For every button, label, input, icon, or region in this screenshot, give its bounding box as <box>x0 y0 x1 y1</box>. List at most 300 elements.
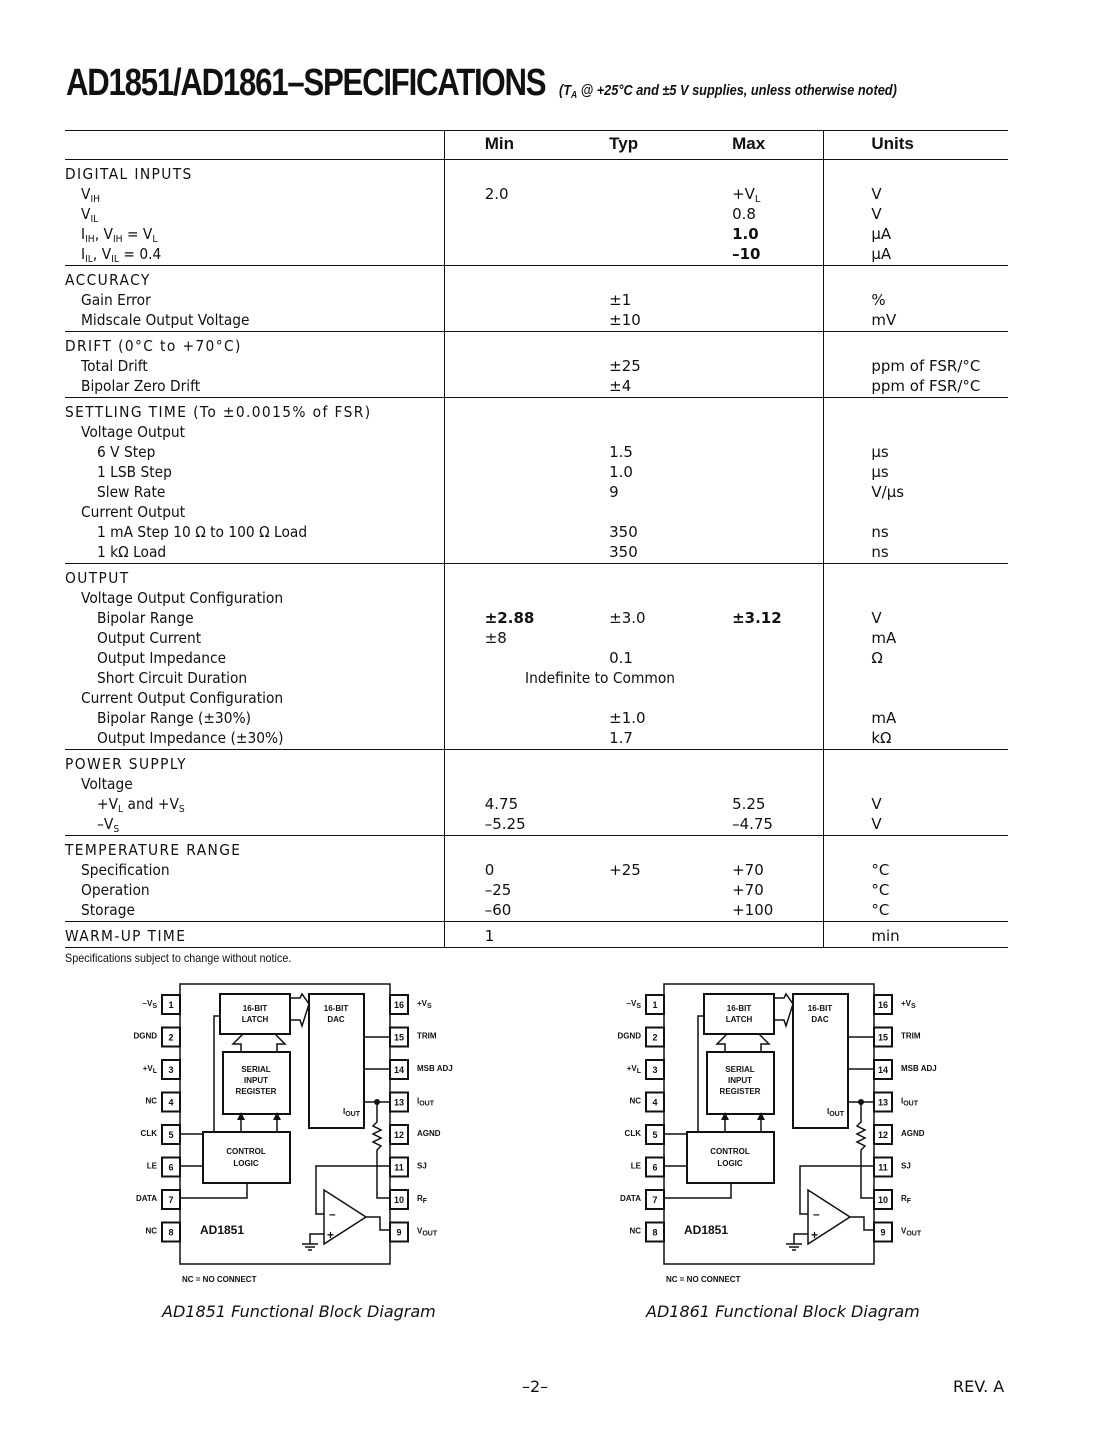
conditions-prefix: (T <box>559 82 572 99</box>
pin-left-8 <box>629 1223 664 1242</box>
pin-left-8 <box>145 1223 180 1242</box>
units-value: µs <box>871 443 889 461</box>
svg-text:6: 6 <box>168 1162 174 1173</box>
max-value: 5.25 <box>732 794 824 814</box>
svg-text:–: – <box>813 1207 820 1221</box>
svg-text:4: 4 <box>652 1097 658 1108</box>
svg-text:DATA: DATA <box>619 1194 641 1203</box>
svg-text:15: 15 <box>393 1032 405 1043</box>
category-label <box>65 266 444 291</box>
min-value <box>444 708 609 728</box>
svg-text:+VS: +VS <box>417 999 432 1010</box>
col-header-min: Min <box>444 131 609 160</box>
svg-text:LATCH: LATCH <box>725 1015 753 1024</box>
max-value <box>732 750 824 775</box>
typ-value <box>609 266 732 291</box>
units-value: V <box>871 609 882 627</box>
table-row <box>65 774 1008 794</box>
min-value: 4.75 <box>484 795 519 813</box>
parameter-label <box>65 356 444 376</box>
pin-right-13 <box>390 1093 435 1112</box>
table-row <box>65 628 1008 648</box>
svg-text:7: 7 <box>652 1195 658 1205</box>
units-value: µs <box>871 463 889 481</box>
category-row <box>65 750 1008 775</box>
typ-value: ±1.0 <box>609 709 646 727</box>
block-diagram-ad1851 <box>128 982 468 1292</box>
typ-value: 1.0 <box>609 463 633 481</box>
typ-value: ±10 <box>609 310 732 332</box>
svg-text:LE: LE <box>146 1161 157 1171</box>
svg-text:CONTROL: CONTROL <box>226 1147 266 1156</box>
min-value <box>444 422 609 442</box>
table-row <box>65 588 1008 608</box>
typ-value <box>609 184 732 204</box>
units-value: Ω <box>871 649 883 667</box>
pin-left-3 <box>143 1060 180 1079</box>
pin-right-14 <box>390 1060 453 1079</box>
parameter-text: $+V_L$ and $+V_S$ <box>97 795 185 815</box>
svg-text:IOUT: IOUT <box>826 1107 844 1118</box>
parameter-text: Operation <box>81 881 150 899</box>
units-value <box>824 774 1008 794</box>
typ-value: 1.5 <box>609 443 633 461</box>
svg-text:VOUT: VOUT <box>417 1226 438 1238</box>
parameter-text: Output Current <box>97 629 202 647</box>
svg-text:LATCH: LATCH <box>241 1015 269 1024</box>
min-value <box>444 376 609 398</box>
conditions-suffix: @ +25°C and ±5 V supplies, unless otherwise noted) <box>577 82 897 99</box>
pin-left-6 <box>631 1158 664 1177</box>
parameter-text: Current Output Configuration <box>81 689 284 707</box>
pin-left-7 <box>136 1190 180 1209</box>
units-value <box>824 688 1008 708</box>
table-row <box>65 184 1008 204</box>
min-value: –5.25 <box>444 814 609 836</box>
diagram-caption-ad1851: AD1851 Functional Block Diagram <box>162 1302 436 1321</box>
svg-text:LOGIC: LOGIC <box>717 1159 743 1168</box>
units-value <box>824 564 1008 589</box>
svg-text:10: 10 <box>877 1195 889 1205</box>
pin-right-13 <box>874 1093 919 1112</box>
table-row <box>65 442 1008 462</box>
min-value <box>444 728 609 750</box>
parameter-label <box>65 482 444 502</box>
category-text: DRIFT (0°C to +70°C) <box>65 337 242 355</box>
svg-text:SERIAL: SERIAL <box>241 1065 271 1074</box>
max-value <box>732 266 824 291</box>
units-value: °C <box>871 881 890 899</box>
typ-value <box>609 836 732 861</box>
pin-left-5 <box>625 1125 664 1144</box>
category-label <box>65 750 444 775</box>
svg-text:+VS: +VS <box>901 999 916 1010</box>
pin-right-16 <box>390 995 432 1014</box>
units-value: V/µs <box>871 483 905 501</box>
typ-value <box>609 588 732 608</box>
parameter-label <box>65 184 444 204</box>
spec-group <box>65 922 1008 948</box>
typ-value: +25 <box>609 861 641 879</box>
parameter-text: Midscale Output Voltage <box>81 311 250 329</box>
table-row <box>65 310 1008 332</box>
min-value <box>444 462 609 482</box>
svg-text:6: 6 <box>652 1162 658 1173</box>
svg-text:VOUT: VOUT <box>901 1226 922 1238</box>
typ-value <box>609 332 732 357</box>
table-row <box>65 482 1008 502</box>
svg-text:RF: RF <box>901 1194 912 1205</box>
units-value: µA <box>824 244 1008 266</box>
svg-text:5: 5 <box>168 1130 174 1140</box>
conditions-sub: A <box>571 90 578 101</box>
typ-value <box>609 900 732 922</box>
pin-right-11 <box>874 1158 911 1177</box>
svg-text:+: + <box>327 1228 335 1242</box>
pin-left-3 <box>627 1060 664 1079</box>
parameter-text: Total Drift <box>81 357 148 375</box>
svg-text:NC: NC <box>629 1096 641 1106</box>
parameter-text: 1 kΩ Load <box>97 543 167 561</box>
spec-group <box>65 398 1008 564</box>
svg-text:1: 1 <box>168 1000 174 1010</box>
max-value <box>732 442 824 462</box>
parameter-text: Voltage <box>81 775 133 793</box>
svg-text:TRIM: TRIM <box>901 1031 921 1041</box>
nc-note: NC = NO CONNECT <box>182 1275 257 1284</box>
parameter-text: Bipolar Range <box>97 609 194 627</box>
svg-text:RF: RF <box>417 1194 428 1205</box>
parameter-label <box>65 880 444 900</box>
latch-block <box>220 994 290 1034</box>
parameter-text: Bipolar Zero Drift <box>81 377 201 395</box>
typ-value <box>609 922 732 948</box>
parameter-label <box>65 290 444 310</box>
table-row <box>65 708 1008 728</box>
parameter-label <box>65 628 444 648</box>
category-text: ACCURACY <box>65 271 151 289</box>
svg-text:1: 1 <box>652 1000 658 1010</box>
table-row <box>65 900 1008 922</box>
table-row <box>65 356 1008 376</box>
parameter-text: Current Output <box>81 503 186 521</box>
parameter-text: Voltage Output <box>81 423 186 441</box>
svg-text:REGISTER: REGISTER <box>719 1087 761 1096</box>
max-value <box>732 728 824 750</box>
spec-group <box>65 332 1008 398</box>
pin-right-12 <box>390 1125 441 1144</box>
svg-text:SERIAL: SERIAL <box>725 1065 755 1074</box>
svg-text:DAC: DAC <box>811 1015 829 1024</box>
max-value <box>732 502 824 522</box>
min-value <box>444 290 609 310</box>
svg-text:DGND: DGND <box>617 1031 641 1041</box>
max-value <box>732 482 824 502</box>
svg-text:12: 12 <box>877 1130 889 1140</box>
units-value: mV <box>824 310 1008 332</box>
min-value <box>444 244 609 266</box>
typ-value: 350 <box>609 542 732 564</box>
svg-text:+VL: +VL <box>626 1064 641 1075</box>
svg-text:9: 9 <box>880 1227 886 1238</box>
min-value <box>444 310 609 332</box>
max-value <box>732 648 824 668</box>
parameter-text: Slew Rate <box>97 483 166 501</box>
units-value <box>824 332 1008 357</box>
parameter-label <box>65 442 444 462</box>
max-value <box>732 836 824 861</box>
units-value <box>824 668 1008 688</box>
units-value: kΩ <box>824 728 1008 750</box>
parameter-text: Bipolar Range (±30%) <box>97 709 251 727</box>
typ-value: ±3.0 <box>609 609 646 627</box>
svg-text:16-BIT: 16-BIT <box>323 1004 349 1013</box>
svg-text:16-BIT: 16-BIT <box>726 1004 752 1013</box>
spec-group <box>65 750 1008 836</box>
units-value: °C <box>871 861 890 879</box>
parameter-label <box>65 204 444 224</box>
units-value: % <box>871 291 886 309</box>
parameter-text: Output Impedance <box>97 649 227 667</box>
units-value: V <box>871 205 882 223</box>
max-value <box>732 310 824 332</box>
parameter-text: Voltage Output Configuration <box>81 589 284 607</box>
category-text: TEMPERATURE RANGE <box>65 841 242 859</box>
pin-right-12 <box>874 1125 925 1144</box>
units-value: V <box>871 185 882 203</box>
svg-text:4: 4 <box>168 1097 174 1108</box>
svg-text:REGISTER: REGISTER <box>235 1087 277 1096</box>
category-row <box>65 160 1008 185</box>
parameter-label <box>65 688 444 708</box>
max-value <box>732 356 824 376</box>
parameter-label <box>65 794 444 814</box>
min-value <box>444 442 609 462</box>
nc-note: NC = NO CONNECT <box>666 1275 741 1284</box>
min-value <box>444 356 609 376</box>
parameter-text: Short Circuit Duration <box>97 669 248 687</box>
svg-text:IOUT: IOUT <box>901 1096 919 1108</box>
units-value: V <box>824 814 1008 836</box>
diagram-caption-ad1861: AD1861 Functional Block Diagram <box>646 1302 920 1321</box>
latch-block <box>704 994 774 1034</box>
parameter-label <box>65 310 444 332</box>
pin-right-14 <box>874 1060 937 1079</box>
table-row <box>65 814 1008 836</box>
parameter-label <box>65 814 444 836</box>
svg-text:5: 5 <box>652 1130 658 1140</box>
min-value <box>444 398 609 423</box>
svg-text:CLK: CLK <box>624 1129 641 1138</box>
control-logic-block <box>203 1132 290 1183</box>
category-label <box>65 564 444 589</box>
parameter-text: $V_{IL}$ <box>81 205 99 225</box>
pin-right-16 <box>874 995 916 1014</box>
parameter-text: $I_{IL}$, $V_{IL} = 0.4$ <box>81 245 162 265</box>
units-value: °C <box>824 900 1008 922</box>
specifications-table <box>65 130 1008 948</box>
svg-text:16-BIT: 16-BIT <box>242 1004 268 1013</box>
typ-value <box>609 204 732 224</box>
min-value <box>444 542 609 564</box>
span-text: Indefinite to Common <box>524 669 675 687</box>
max-value <box>732 564 824 589</box>
category-row <box>65 266 1008 291</box>
parameter-text: 1 mA Step 10 Ω to 100 Ω Load <box>97 523 308 541</box>
typ-value <box>609 244 732 266</box>
pin-left-1 <box>627 995 664 1014</box>
svg-text:13: 13 <box>393 1097 405 1108</box>
category-row <box>65 836 1008 861</box>
svg-text:16: 16 <box>877 1000 889 1010</box>
pin-right-10 <box>874 1190 912 1209</box>
svg-text:AGND: AGND <box>417 1129 441 1138</box>
pin-right-9 <box>390 1223 438 1242</box>
parameter-label <box>65 422 444 442</box>
units-value: mA <box>871 709 897 727</box>
svg-text:TRIM: TRIM <box>417 1031 437 1041</box>
max-value: $+V_L$ <box>732 184 824 204</box>
parameter-text: Storage <box>81 901 136 919</box>
parameter-text: 6 V Step <box>97 443 156 461</box>
svg-text:–: – <box>329 1207 336 1221</box>
table-row <box>65 728 1008 750</box>
min-value: –60 <box>444 900 609 922</box>
min-value <box>444 750 609 775</box>
typ-value <box>609 628 732 648</box>
min-value: 1 <box>444 922 609 948</box>
min-value <box>444 774 609 794</box>
category-label <box>65 398 444 423</box>
parameter-label <box>65 462 444 482</box>
pin-left-1 <box>143 995 180 1014</box>
svg-text:DATA: DATA <box>135 1194 157 1203</box>
typ-value <box>609 880 732 900</box>
col-header-max: Max <box>732 131 824 160</box>
units-value: ns <box>824 542 1008 564</box>
typ-value: 0.1 <box>609 649 633 667</box>
category-row <box>65 332 1008 357</box>
min-value <box>444 564 609 589</box>
units-value <box>824 398 1008 423</box>
pin-left-5 <box>141 1125 180 1144</box>
svg-text:8: 8 <box>168 1227 174 1238</box>
svg-text:–VS: –VS <box>626 999 641 1010</box>
units-value: ppm of FSR/°C <box>824 376 1008 398</box>
max-value <box>732 376 824 398</box>
max-value <box>732 922 824 948</box>
typ-value <box>609 422 732 442</box>
spec-group <box>65 160 1008 266</box>
table-row <box>65 608 1008 628</box>
max-value <box>732 332 824 357</box>
chip-label: AD1851 <box>684 1223 729 1237</box>
category-row <box>65 922 1008 948</box>
svg-text:DAC: DAC <box>327 1015 345 1024</box>
svg-text:10: 10 <box>393 1195 405 1205</box>
max-value <box>732 708 824 728</box>
category-text: SETTLING TIME (To ±0.0015% of FSR) <box>65 403 372 421</box>
parameter-label <box>65 708 444 728</box>
table-row <box>65 668 1008 688</box>
title-conditions <box>559 82 897 99</box>
table-header-row <box>65 131 1008 160</box>
min-value: 0 <box>484 861 495 879</box>
parameter-label <box>65 648 444 668</box>
category-label <box>65 332 444 357</box>
svg-text:2: 2 <box>652 1032 658 1043</box>
table-row <box>65 880 1008 900</box>
title-main: AD1851/AD1861–SPECIFICATIONS <box>66 62 546 104</box>
svg-text:MSB ADJ: MSB ADJ <box>901 1064 937 1073</box>
units-value: min <box>824 922 1008 948</box>
table-row <box>65 794 1008 814</box>
parameter-text: Specification <box>81 861 170 879</box>
spec-group <box>65 266 1008 332</box>
svg-text:MSB ADJ: MSB ADJ <box>417 1064 453 1073</box>
max-value <box>732 628 824 648</box>
max-value <box>732 422 824 442</box>
svg-text:INPUT: INPUT <box>728 1076 752 1085</box>
max-value: ±3.12 <box>732 608 824 628</box>
parameter-label <box>65 774 444 794</box>
typ-value <box>609 688 732 708</box>
units-value <box>824 836 1008 861</box>
svg-text:3: 3 <box>168 1065 174 1075</box>
parameter-text: $-V_S$ <box>97 815 120 835</box>
max-value: +70 <box>732 880 824 900</box>
max-value <box>732 688 824 708</box>
svg-text:SJ: SJ <box>901 1161 911 1171</box>
svg-text:NC: NC <box>145 1226 157 1236</box>
typ-value <box>609 224 732 244</box>
pin-right-15 <box>390 1028 437 1047</box>
max-value: 0.8 <box>732 204 824 224</box>
typ-value <box>609 564 732 589</box>
parameter-text: 1 LSB Step <box>97 463 172 481</box>
span-value <box>444 668 824 688</box>
parameter-label <box>65 900 444 922</box>
min-value <box>444 204 609 224</box>
max-value <box>732 290 824 310</box>
pin-left-7 <box>620 1190 664 1209</box>
page-number: –2– <box>522 1377 549 1396</box>
page-title <box>66 62 897 105</box>
max-value: –4.75 <box>732 814 824 836</box>
units-value: ns <box>871 523 889 541</box>
min-value <box>444 688 609 708</box>
table-row <box>65 688 1008 708</box>
min-value <box>444 332 609 357</box>
svg-text:7: 7 <box>168 1195 174 1205</box>
typ-value: 9 <box>609 483 619 501</box>
col-header-typ: Typ <box>609 131 732 160</box>
min-value: ±8 <box>484 629 507 647</box>
parameter-label <box>65 376 444 398</box>
parameter-label <box>65 668 444 688</box>
category-text: OUTPUT <box>65 569 130 587</box>
table-row <box>65 376 1008 398</box>
typ-value <box>609 814 732 836</box>
svg-text:SJ: SJ <box>417 1161 427 1171</box>
units-value <box>824 588 1008 608</box>
col-header-parameter <box>65 131 444 160</box>
category-row <box>65 564 1008 589</box>
units-value: µA <box>871 225 892 243</box>
svg-text:+VL: +VL <box>142 1064 157 1075</box>
svg-text:CLK: CLK <box>140 1129 157 1138</box>
pin-left-2 <box>133 1028 180 1047</box>
